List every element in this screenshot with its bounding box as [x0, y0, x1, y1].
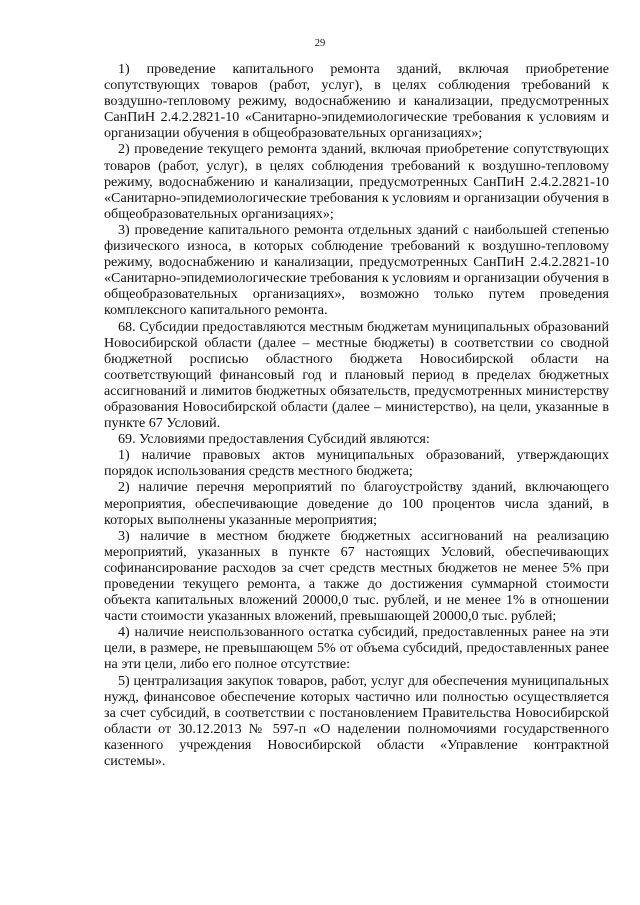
- paragraph-condition-1: 1) наличие правовых актов муниципальных образований, утверждающих порядок использования средств местного бюджета;: [104, 447, 609, 480]
- paragraph-condition-2: 2) наличие перечня мероприятий по благоустройству зданий, включающего мероприятия, обеспечивающие доведение до 100 процентов числа зданий, в которых выполнены указанные мероприятия;: [104, 479, 609, 528]
- paragraph-clause-68: 68. Субсидии предоставляются местным бюджетам муниципальных образований Новосибирской области (далее – местные бюджеты) в соответствии со сводной бюджетной росписью областного бюджета Новосибирской области на соответствующий финансовый год и плановый период в пределах бюджетных ассигнований и лимитов бюджетных обязательств, предусмотренных министерству образования Новосибирской области (далее – министерство), на цели, указанные в пункте 67 Условий.: [104, 318, 609, 432]
- paragraph-condition-5: 5) централизация закупок товаров, работ, услуг для обеспечения муниципальных нужд, финансовое обеспечение которых частично или полностью осуществляется за счет субсидий, в соответствии с постановлением Правительства Новосибирской области от 30.12.2013 № 597-п «О наделении полномочиями государственного казенного учреждения Новосибирской области «Управление контрактной системы».: [104, 672, 609, 770]
- paragraph-clause-69: 69. Условиями предоставления Субсидий являются:: [118, 431, 430, 448]
- paragraph-item-1-capital-repair: 1) проведение капитального ремонта зданий, включая приобретение сопутствующих товаров (работ, услуг), в целях соблюдения требований к воздушно-тепловому режиму, водоснабжению и канализации, предусмотренных СанПиН 2.4.2.2821-10 «Санитарно-эпидемиологические требования к условиям и организации обучения в общеобразовательных организациях»;: [104, 61, 609, 142]
- paragraph-item-3-complex-repair: 3) проведение капитального ремонта отдельных зданий с наибольшей степенью физического износа, в которых соблюдение требований к воздушно-тепловому режиму, водоснабжению и канализации, предусмотренных СанПиН 2.4.2.2821-10 «Санитарно-эпидемиологические требования к условиям и организации обучения в общеобразовательных организациях», возможно только путем проведения комплексного капитального ремонта.: [104, 221, 609, 319]
- document-body: [104, 61, 609, 769]
- paragraph-item-2-current-repair: 2) проведение текущего ремонта зданий, включая приобретение сопутствующих товаров (работ, услуг), в целях соблюдения требований к воздушно-тепловому режиму, водоснабжению и канализации, предусмотренных СанПиН 2.4.2.2821-10 «Санитарно-эпидемиологические требования к условиям и организации обучения в общеобразовательных организациях»;: [104, 141, 609, 222]
- page-number: 29: [314, 38, 326, 49]
- paragraph-condition-3: 3) наличие в местном бюджете бюджетных ассигнований на реализацию мероприятий, указанных в пункте 67 настоящих Условий, обеспечивающих софинансирование расходов за счет средств местных бюджетов не менее 5% при проведении текущего ремонта, а также до достижения суммарной стоимости объекта капитальных вложений 20000,0 тыс. рублей, и не менее 1% в отношении части стоимости указанных вложений, превышающей 20000,0 тыс. рублей;: [104, 527, 609, 625]
- paragraph-condition-4: 4) наличие неиспользованного остатка субсидий, предоставленных ранее на эти цели, в размере, не превышающем 5% от объема субсидий, предоставленных ранее на эти цели, либо его полное отсутствие:: [104, 624, 609, 673]
